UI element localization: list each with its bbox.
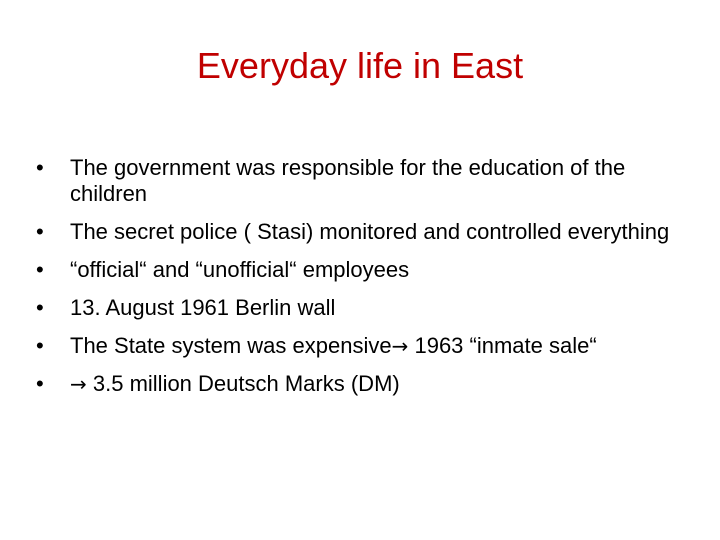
bullet-dot: •	[36, 295, 44, 320]
bullet-item	[36, 257, 676, 283]
bullet-text: The secret police ( Stasi) monitored and controlled everything	[70, 219, 670, 244]
bullet-dot: •	[36, 155, 44, 180]
bullet-text: 13. August 1961 Berlin wall	[70, 295, 336, 320]
bullet-item	[36, 371, 676, 397]
right-arrow-icon: →	[70, 372, 87, 396]
slide-title: Everyday life in East	[196, 45, 524, 86]
bullet-text-continued: 1963 “inmate sale“	[408, 333, 597, 358]
bullet-list	[36, 155, 676, 409]
bullet-text: “official“ and “unofficial“ employees	[70, 257, 410, 282]
right-arrow-icon: →	[391, 334, 409, 358]
bullet-text: The State system was expensive	[70, 333, 392, 358]
bullet-item	[36, 295, 676, 321]
bullet-item	[36, 219, 676, 245]
bullet-dot: •	[36, 333, 44, 358]
bullet-dot: •	[36, 219, 44, 244]
bullet-dot: •	[36, 257, 44, 282]
bullet-text: The government was responsible for the education of the children	[70, 155, 626, 206]
bullet-item	[36, 333, 676, 359]
bullet-dot: •	[36, 371, 44, 396]
bullet-item	[36, 155, 676, 207]
bullet-text-continued: 3.5 million Deutsch Marks (DM)	[86, 371, 400, 396]
